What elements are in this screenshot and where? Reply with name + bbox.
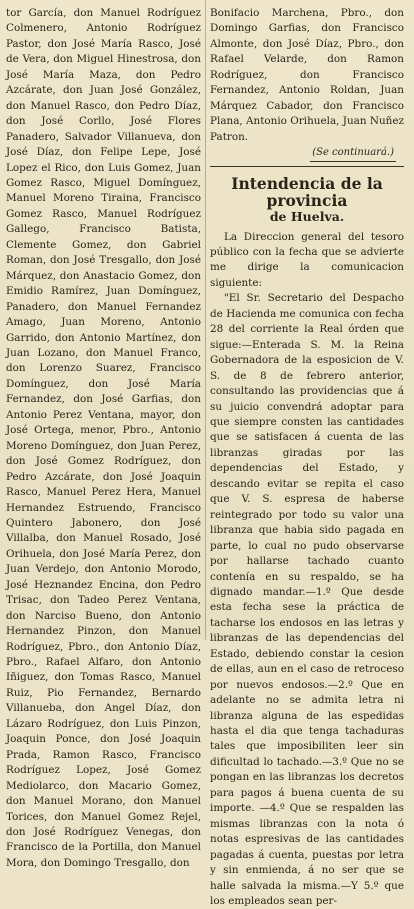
section-rule (210, 166, 404, 167)
column-divider (205, 0, 206, 640)
section-subtitle: de Huelva. (269, 208, 345, 224)
right-column (210, 6, 404, 908)
name-list-paragraph: tor García, don Manuel Rodríguez Colmenero, Antonio Rodríguez Pastor, don José María Rasco, José de Vera, don Miguel Hinestrosa, don José María Maza, don Pedro Azcárate, don Juan José González, don Manuel Rasco, don Pedro Díaz, don José Corllo, José Flores Panadero, Salvador Villanueva, don José Díaz, don Felipe Lepe, José Lopez el Rico, don Luis Gomez, Juan Gomez Rasco, Miguel Domínguez, Manuel Moreno Tiraina, Francisco Gomez Rasco, Manuel Rodríguez Gallego, Francisco Batista, Clemente Gomez, don Gabriel Roman, don José Tresgallo, don José Márquez, don Anastacio Gomez, don Emidio Ramírez, Juan Domínguez, Panadero, don Manuel Fernandez Amago, Juan Moreno, Antonio Garrido, don Antonio Martínez, don Juan Lozano, don Manuel Franco, don Lorenzo Suarez, Francisco Domínguez, don José María Fernandez, don José Garfias, don Antonio Perez Ventana, mayor, don José Ortega, menor, Pbro., Antonio Moreno Domínguez, don Juan Perez, don José Gomez Rodríguez, don Pedro Azcárate, don José Joaquin Rasco, Manuel Perez Hera, Manuel Hernandez Estruendo, Francisco Quintero Jabonero, don José Villalba, don Manuel Rosado, José Orihuela, don José María Perez, don Juan Verdejo, don Antonio Morodo, José Heznandez Encina, don Pedro Trisac, don Tadeo Perez Ventana, don Narciso Bueno, don Antonio Hernandez Pinzon, don Manuel Rodríguez, Pbro., don Antonio Díaz, Pbro., Rafael Alfaro, don Antonio Iñiguez, don Tomas Rasco, Manuel Ruiz, Pio Fernandez, Bernardo Villanueba, don Angel Díaz, don Lázaro Rodríguez, don Luis Pinzon, Joaquin Ponce, don José Joaquin Prada, Ramon Rasco, Francisco Rodríguez Lopez, José Gomez Mediolarco, don Macario Gomez, don Manuel Morano, don Manuel Torices, don Manuel Gomez Rejel, don José Rodríguez Venegas, don Francisco de la Portilla, don Manuel Mora, don Domingo Tresgallo, don (6, 7, 201, 869)
intro-paragraph: La Direccion general del tesoro público con la fecha que se advierte me dirige la comunicacion siguiente: (210, 230, 404, 289)
continuation-note: (Se continuará.) (210, 145, 404, 161)
decree-paragraph: "El Sr. Secretario del Despacho de Hacienda me comunica con fecha 28 del corriente la Real órden que sigue:—Enterada S. M. la Reina Gobernadora de la esposicion de V. S. de 8 de febrero anterior, consultando las providencias que á su juicio convendrá adoptar para que siempre consten las cantidades que se satisfacen á cuenta de las libranzas giradas por las dependencias del Estado, y descando evitar se repita el caso que V. S. espresa de haberse reintegrado por todo su valor una libranza que habia sido pagada en parte, lo cual no pudo observarse por hallarse tachado cuanto contenía en su respaldo, se ha dignado mandar.—1.º Que desde esta fecha sese la práctica de tacharse los endosos en las letras y libranzas de las dependencias del Estado, debiendo constar la cesion de ellas, aun en el caso de retroceso por nuevos endosos.—2.º Que en adelante no se admita letra ni libranza alguna de las espedidas hasta el dia que tenga tachaduras tales que imposibiliten leer sin dificultad lo tachado.—3.º Que no se pongan en las libranzas los decretos para pagos á buena cuenta de su importe. —4.º Que se respalden las mismas libranzas con la nota ó notas espresivas de las cantidades pagadas á cuenta, puestas por letra y sin enmienda, á no ser que se halle salvada la misma.—Y 5.º que los empleados sean per- (210, 292, 404, 908)
left-column (6, 6, 201, 869)
name-list-continuation: Bonifacio Marchena, Pbro., don Domingo Garfias, don Francisco Almonte, don José Díaz, Pbro., don Rafael Velarde, don Ramon Rodríguez, don Francisco Fernandez, Antonio Roldan, Juan Márquez Cabador, don Francisco Plana, Antonio Orihuela, Juan Nuñez Patron. (210, 7, 404, 143)
section-title: Intendencia de la provincia (231, 173, 383, 210)
